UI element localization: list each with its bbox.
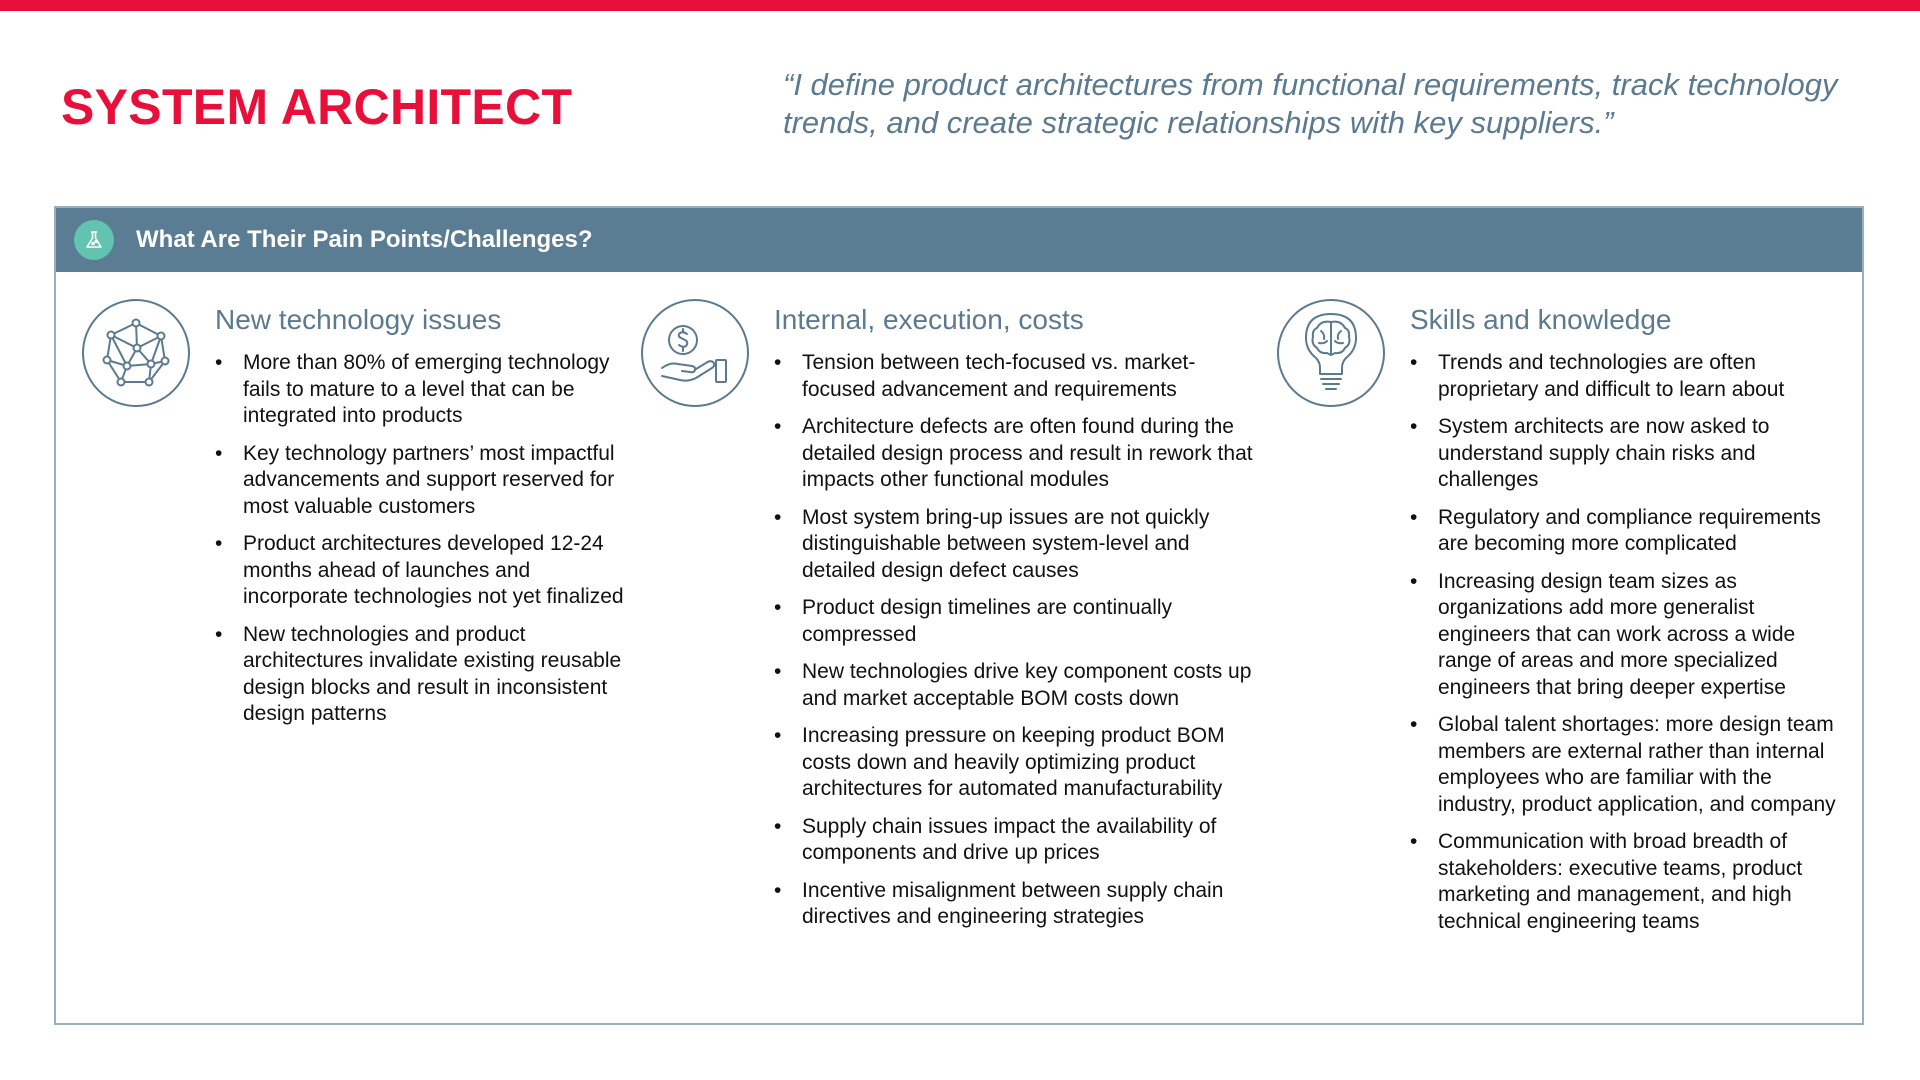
bullet-list	[1410, 350, 1850, 946]
lightbulb-brain-icon	[1276, 298, 1386, 408]
panel-header	[56, 208, 1862, 272]
hand-coin-icon	[640, 298, 750, 408]
list-item: • Product architectures developed 12-24 months ahead of launches and incorporate technologies not yet finalized	[215, 531, 627, 611]
list-item: • Global talent shortages: more design team members are external rather than internal employees who are familiar with the industry, product application, and company	[1410, 712, 1850, 818]
top-accent-bar	[0, 0, 1920, 11]
bullet-list	[774, 350, 1258, 942]
column-title: Internal, execution, costs	[774, 304, 1084, 335]
list-item: • Increasing design team sizes as organizations add more generalist engineers that can work across a wide range of areas and more specialized engineers that bring deeper expertise	[1410, 569, 1850, 702]
list-item: • Incentive misalignment between supply chain directives and engineering strategies	[774, 878, 1258, 931]
list-item: • New technologies drive key component costs up and market acceptable BOM costs down	[774, 659, 1258, 712]
list-item: • System architects are now asked to understand supply chain risks and challenges	[1410, 414, 1850, 494]
flask-icon	[74, 220, 114, 260]
network-icon	[81, 298, 191, 408]
list-item: • Tension between tech-focused vs. market-focused advancement and requirements	[774, 350, 1258, 403]
list-item: • Supply chain issues impact the availability of components and drive up prices	[774, 814, 1258, 867]
list-item: • New technologies and product architectures invalidate existing reusable design blocks and result in inconsistent design patterns	[215, 622, 627, 728]
list-item: • Key technology partners’ most impactful advancements and support reserved for most valuable customers	[215, 441, 627, 521]
list-item: • Architecture defects are often found during the detailed design process and result in rework that impacts other functional modules	[774, 414, 1258, 494]
list-item: • Trends and technologies are often proprietary and difficult to learn about	[1410, 350, 1850, 403]
bullet-list	[215, 350, 627, 739]
persona-quote: “I define product architectures from functional requirements, track technology trends, and create strategic relationships with key suppliers.”	[783, 67, 1838, 140]
column-title: Skills and knowledge	[1410, 304, 1672, 335]
pain-points-panel	[54, 206, 1864, 1025]
list-item: • Most system bring-up issues are not quickly distinguishable between system-level and detailed design defect causes	[774, 505, 1258, 585]
list-item: • Increasing pressure on keeping product BOM costs down and heavily optimizing product architectures for automated manufacturability	[774, 723, 1258, 803]
list-item: • Regulatory and compliance requirements are becoming more complicated	[1410, 505, 1850, 558]
list-item: • Product design timelines are continually compressed	[774, 595, 1258, 648]
list-item: • Communication with broad breadth of stakeholders: executive teams, product marketing and management, and high technical engineering teams	[1410, 829, 1850, 935]
list-item: • More than 80% of emerging technology fails to mature to a level that can be integrated into products	[215, 350, 627, 430]
page-title: SYSTEM ARCHITECT	[61, 79, 573, 135]
panel-header-title: What Are Their Pain Points/Challenges?	[136, 226, 593, 253]
column-title: New technology issues	[215, 304, 502, 335]
